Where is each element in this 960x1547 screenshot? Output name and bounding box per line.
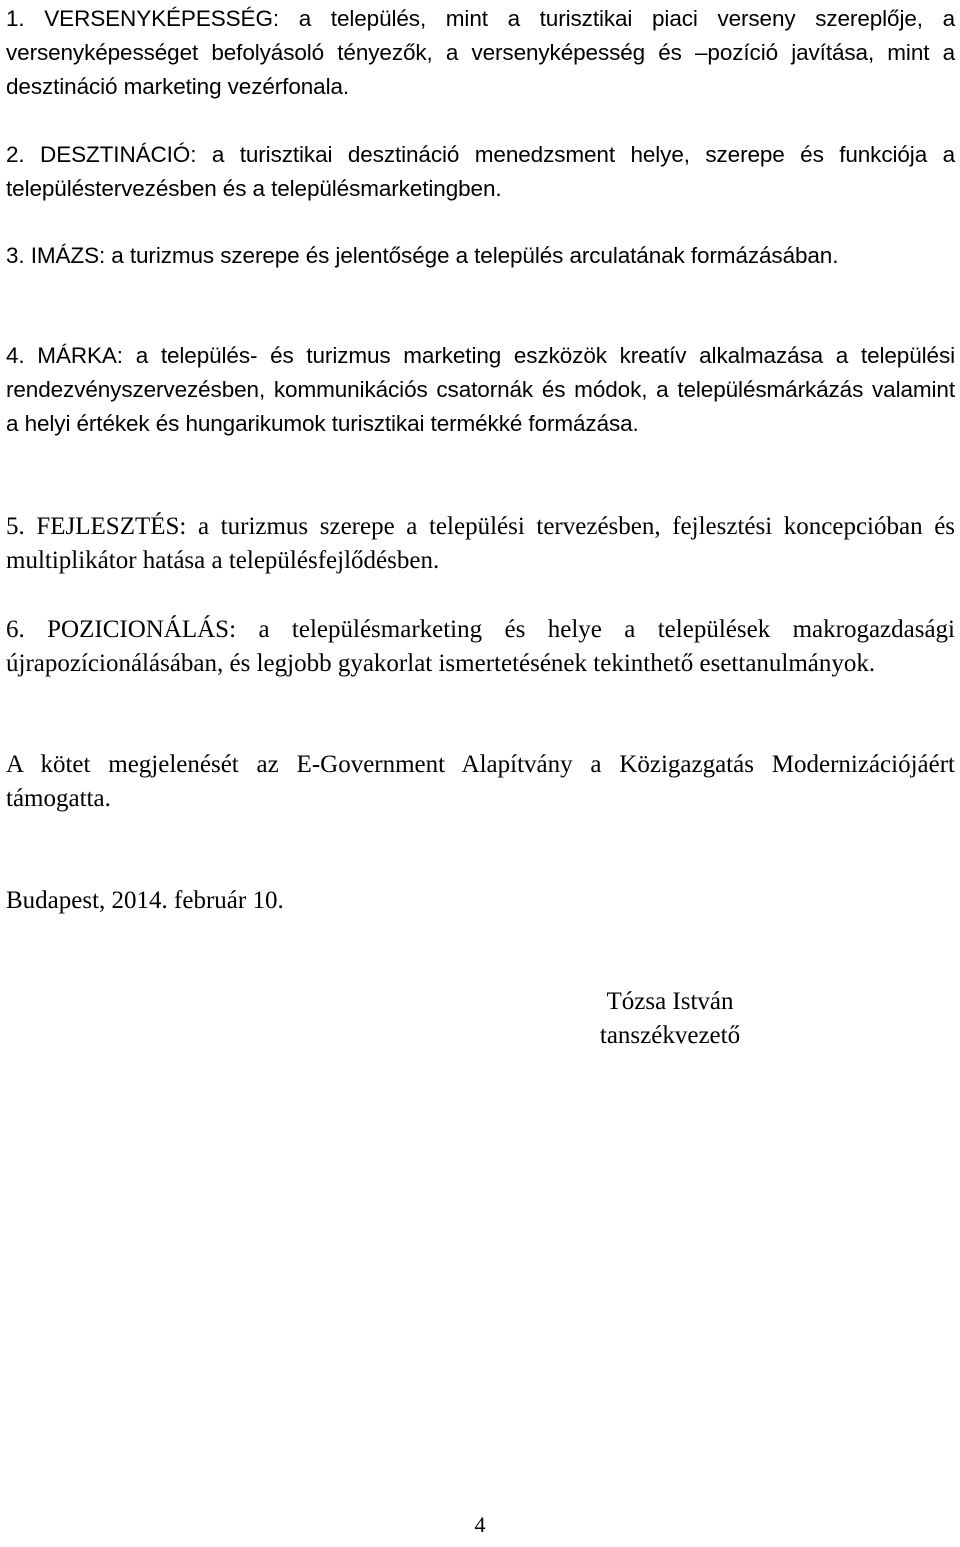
list-item-6-number: 6.: [6, 616, 25, 643]
list-item-4-heading: MÁRKA:: [37, 343, 123, 368]
list-item-1-number: 1.: [6, 6, 25, 31]
list-item-3-heading: IMÁZS:: [30, 243, 106, 268]
list-item-5-text: a turizmus szerepe a települési tervezésben, fejlesztési koncepcióban és multiplikátor hatása a településfejlődésben.: [6, 513, 956, 574]
list-item-5: [6, 510, 955, 578]
list-item-3-text: a turizmus szerepe és jelentősége a település arculatának formázásában.: [111, 243, 839, 268]
list-item-1-text: a település, mint a turisztikai piaci verseny szereplője, a versenyképességet befolyásoló tényezők, a versenyképesség és –pozíció javítása, mint a desztináció marketing vezérfonala.: [6, 6, 956, 99]
list-item-2-heading: DESZTINÁCIÓ:: [40, 142, 197, 167]
list-item-3-number: 3.: [6, 243, 25, 268]
list-item-6: [6, 613, 955, 681]
signature-name: Tózsa István: [606, 988, 734, 1015]
signature-title: tanszékvezető: [599, 1022, 741, 1049]
page-number: 4: [474, 1512, 486, 1537]
list-item-4: [6, 339, 955, 441]
list-item-1-heading: VERSENYKÉPESSÉG:: [44, 6, 280, 31]
list-item-4-text: a település- és turizmus marketing eszközök kreatív alkalmazása a települési rendezvényszervezésben, kommunikációs csatornák és módok, a településmárkázás valamint a helyi értékek és hungarikumok turisztikai termékké formázása.: [6, 343, 955, 436]
list-item-1: [6, 2, 955, 104]
list-item-6-heading: POZICIONÁLÁS:: [47, 616, 237, 643]
list-item-2: [6, 138, 955, 206]
signature-block: [585, 985, 755, 1053]
list-item-3: [6, 239, 955, 273]
list-item-6-text: a településmarketing és helye a települések makrogazdasági újrapozícionálásában, és legjobb gyakorlat ismertetésének tekinthető esettanulmányok.: [6, 616, 956, 677]
dateline: Budapest, 2014. február 10.: [6, 887, 284, 914]
list-item-5-number: 5.: [6, 513, 25, 540]
list-item-4-number: 4.: [6, 343, 25, 368]
list-item-2-text: a turisztikai desztináció menedzsment helye, szerepe és funkciója a településtervezésben és a településmarketingben.: [6, 142, 955, 201]
acknowledgement-paragraph: A kötet megjelenését az E-Government Alapítvány a Közigazgatás Modernizációjáért támogatta.: [6, 751, 955, 812]
list-item-5-heading: FEJLESZTÉS:: [36, 513, 187, 540]
list-item-2-number: 2.: [6, 142, 25, 167]
